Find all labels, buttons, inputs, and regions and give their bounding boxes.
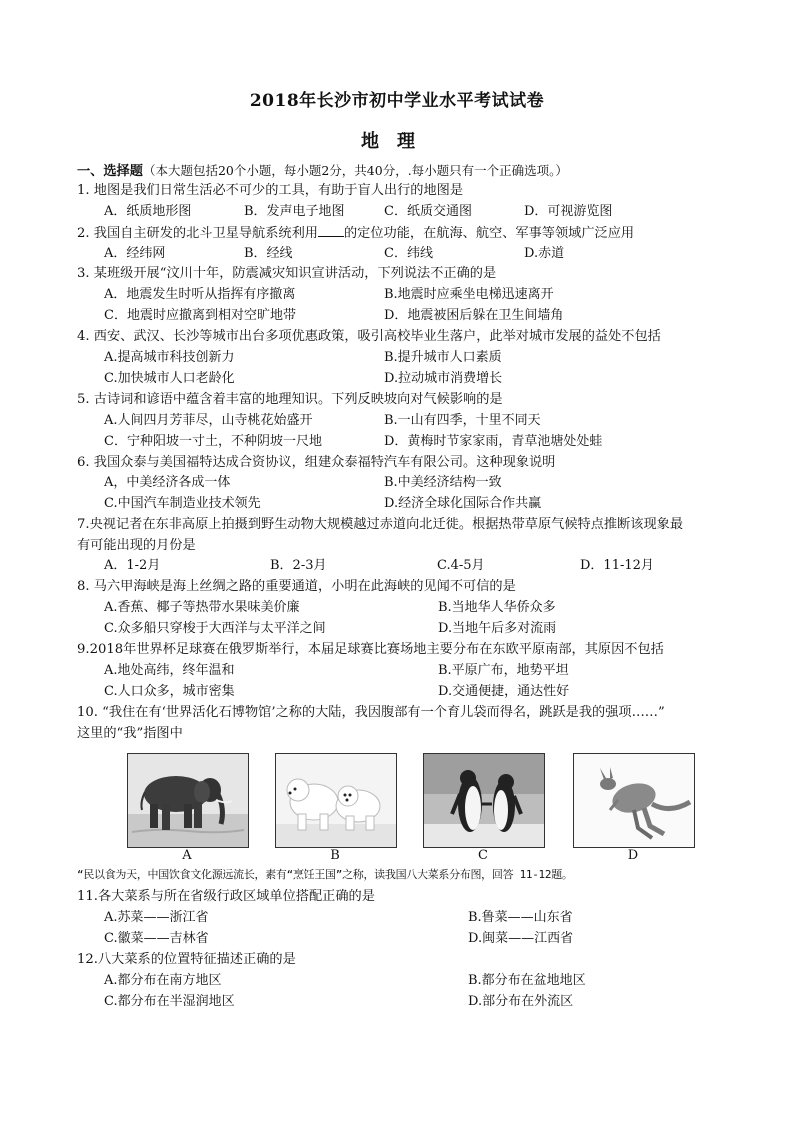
question-9-option-d: D.交通便捷，通达性好 (438, 684, 570, 699)
question-11-stem: 11.各大菜系与所在省级行政区域单位搭配正确的是 (77, 889, 375, 904)
image-label-d: D (627, 848, 639, 863)
polar-bear-icon (276, 754, 396, 847)
answer-blank (318, 224, 344, 237)
question-12-option-a: A.都分布在南方地区 (104, 973, 222, 988)
question-7-option-a: A．1-2月 (104, 558, 161, 573)
question-5-option-c: C．宁种阳坡一寸土，不种阴坡一尺地 (104, 434, 322, 449)
question-7-stem-cont: 有可能出现的月份是 (77, 538, 196, 553)
question-3-option-a: A．地震发生时听从指挥有序撤离 (104, 287, 296, 302)
question-9-stem: 9.2018年世界杯足球赛在俄罗斯举行，本届足球赛比赛场地主要分布在东欧平原南部，其原因不包括 (77, 642, 664, 657)
image-label-a: A (182, 848, 192, 863)
question-2-stem (77, 224, 634, 243)
question-10-stem: 10. “我住在有‘世界活化石博物馆’之称的大陆，我因腹部有一个育儿袋而得名，跳跃是我的强项……” (77, 705, 665, 720)
elephant-image (127, 753, 249, 848)
penguin-icon (424, 754, 544, 847)
question-4-option-a: A.提高城市科技创新力 (104, 350, 235, 365)
question-8-option-a: A.香蕉、椰子等热带水果味美价廉 (104, 600, 300, 615)
question-12-stem: 12.八大菜系的位置特征描述正确的是 (77, 952, 296, 967)
question-6-option-d: D.经济全球化国际合作共赢 (384, 496, 542, 511)
question-3-stem: 3. 某班级开展“汶川十年，防震减灾知识宣讲活动，下列说法不正确的是 (77, 266, 497, 281)
question-8-stem: 8. 马六甲海峡是海上丝绸之路的重要通道，小明在此海峡的见闻不可信的是 (77, 579, 516, 594)
question-12-option-c: C.都分布在半湿润地区 (104, 994, 235, 1009)
section-heading (77, 162, 568, 181)
question-3-option-c: C．地震时应撤离到相对空旷地带 (104, 308, 296, 323)
question-6-stem: 6. 我国众泰与美国福特达成合资协议，组建众泰福特汽车有限公司。这种现象说明 (77, 455, 556, 470)
question-8-option-d: D.当地午后多对流雨 (438, 621, 557, 636)
question-5-option-d: D．黄梅时节家家雨，青草池塘处处蛙 (384, 434, 603, 449)
question-4-option-c: C.加快城市人口老龄化 (104, 371, 235, 386)
question-5-stem: 5. 古诗词和谚语中蕴含着丰富的地理知识。下列反映坡向对气候影响的是 (77, 392, 503, 407)
question-6-option-a: A，中美经济各成一体 (104, 475, 231, 490)
question-5-option-a: A.人间四月芳菲尽，山寺桃花始盛开 (104, 413, 313, 428)
question-2-option-c: C．纬线 (384, 246, 433, 261)
subject-title: 地理 (361, 131, 433, 152)
question-10-stem-cont: 这里的“我”指图中 (77, 726, 183, 741)
question-9-option-c: C.人口众多，城市密集 (104, 684, 235, 699)
elephant-icon (128, 754, 248, 847)
question-12-option-d: D.部分布在外流区 (468, 994, 574, 1009)
question-2-stem-part1: 2. 我国自主研发的北斗卫星导航系统利用 (77, 226, 318, 241)
question-1-stem: 1. 地图是我们日常生活必不可少的工具，有助于盲人出行的地图是 (77, 183, 464, 198)
question-7-stem: 7.央视记者在东非高原上拍摄到野生动物大规模越过赤道向北迁徙。根据热带草原气候特点推断该现象最 (77, 517, 684, 532)
question-1-option-d: D．可视游览图 (524, 204, 613, 219)
question-6-option-b: B.中美经济结构一致 (384, 475, 502, 490)
question-2-stem-part2: 的定位功能，在航海、航空、军事等领域广泛应用 (343, 226, 635, 241)
question-11-option-b: B.鲁菜——山东省 (468, 910, 573, 925)
question-6-option-c: C.中国汽车制造业技术领先 (104, 496, 261, 511)
penguin-image (423, 753, 545, 848)
question-2-option-d: D.赤道 (524, 246, 565, 261)
question-1-option-a: A．纸质地形图 (104, 204, 192, 219)
kangaroo-image (573, 753, 695, 848)
question-7-option-b: B．2-3月 (270, 558, 327, 573)
question-5-option-b: B.一山有四季，十里不同天 (384, 413, 541, 428)
question-4-option-b: B.提升城市人口素质 (384, 350, 502, 365)
question-2-option-b: B．经线 (244, 246, 293, 261)
question-4-stem: 4. 西安、武汉、长沙等城市出台多项优惠政策，吸引高校毕业生落户，此举对城市发展的益处不包括 (77, 329, 661, 344)
exam-title: 2018年长沙市初中学业水平考试试卷 (249, 91, 545, 111)
polar-bear-image (275, 753, 397, 848)
question-11-option-d: D.闽菜——江西省 (468, 931, 574, 946)
question-11-option-c: C.徽菜——吉林省 (104, 931, 209, 946)
question-8-option-b: B.当地华人华侨众多 (438, 600, 556, 615)
question-1-option-c: C．纸质交通图 (384, 204, 472, 219)
question-4-option-d: D.拉动城市消费增长 (384, 371, 503, 386)
question-7-option-c: C.4-5月 (437, 558, 485, 573)
question-9-option-b: B.平原广布，地势平坦 (438, 663, 569, 678)
question-12-option-b: B.都分布在盆地地区 (468, 973, 586, 988)
question-1-option-b: B．发声电子地图 (244, 204, 345, 219)
question-8-option-c: C.众多船只穿梭于大西洋与太平洋之间 (104, 621, 326, 636)
section-label: 一、选择题 (77, 164, 143, 179)
section-instructions: （本大题包括20个小题，每小题2分，共40分，.每小题只有一个正确选项。） (142, 163, 568, 178)
question-2-option-a: A．经纬网 (104, 246, 166, 261)
question-3-option-d: D．地震被困后躲在卫生间墙角 (384, 308, 564, 323)
question-7-option-d: D．11-12月 (580, 558, 654, 573)
question-11-option-a: A.苏菜——浙江省 (104, 910, 209, 925)
q11-12-intro: “民以食为天，中国饮食文化源远流长，素有“烹饪王国”之称，读我国八大菜系分布图，回答 11-12题。 (77, 868, 573, 881)
kangaroo-icon (574, 754, 694, 847)
question-9-option-a: A.地处高纬，终年温和 (104, 663, 235, 678)
question-3-option-b: B.地震时应乘坐电梯迅速离开 (384, 287, 554, 302)
image-label-b: B (330, 848, 340, 863)
image-label-c: C (478, 848, 488, 863)
